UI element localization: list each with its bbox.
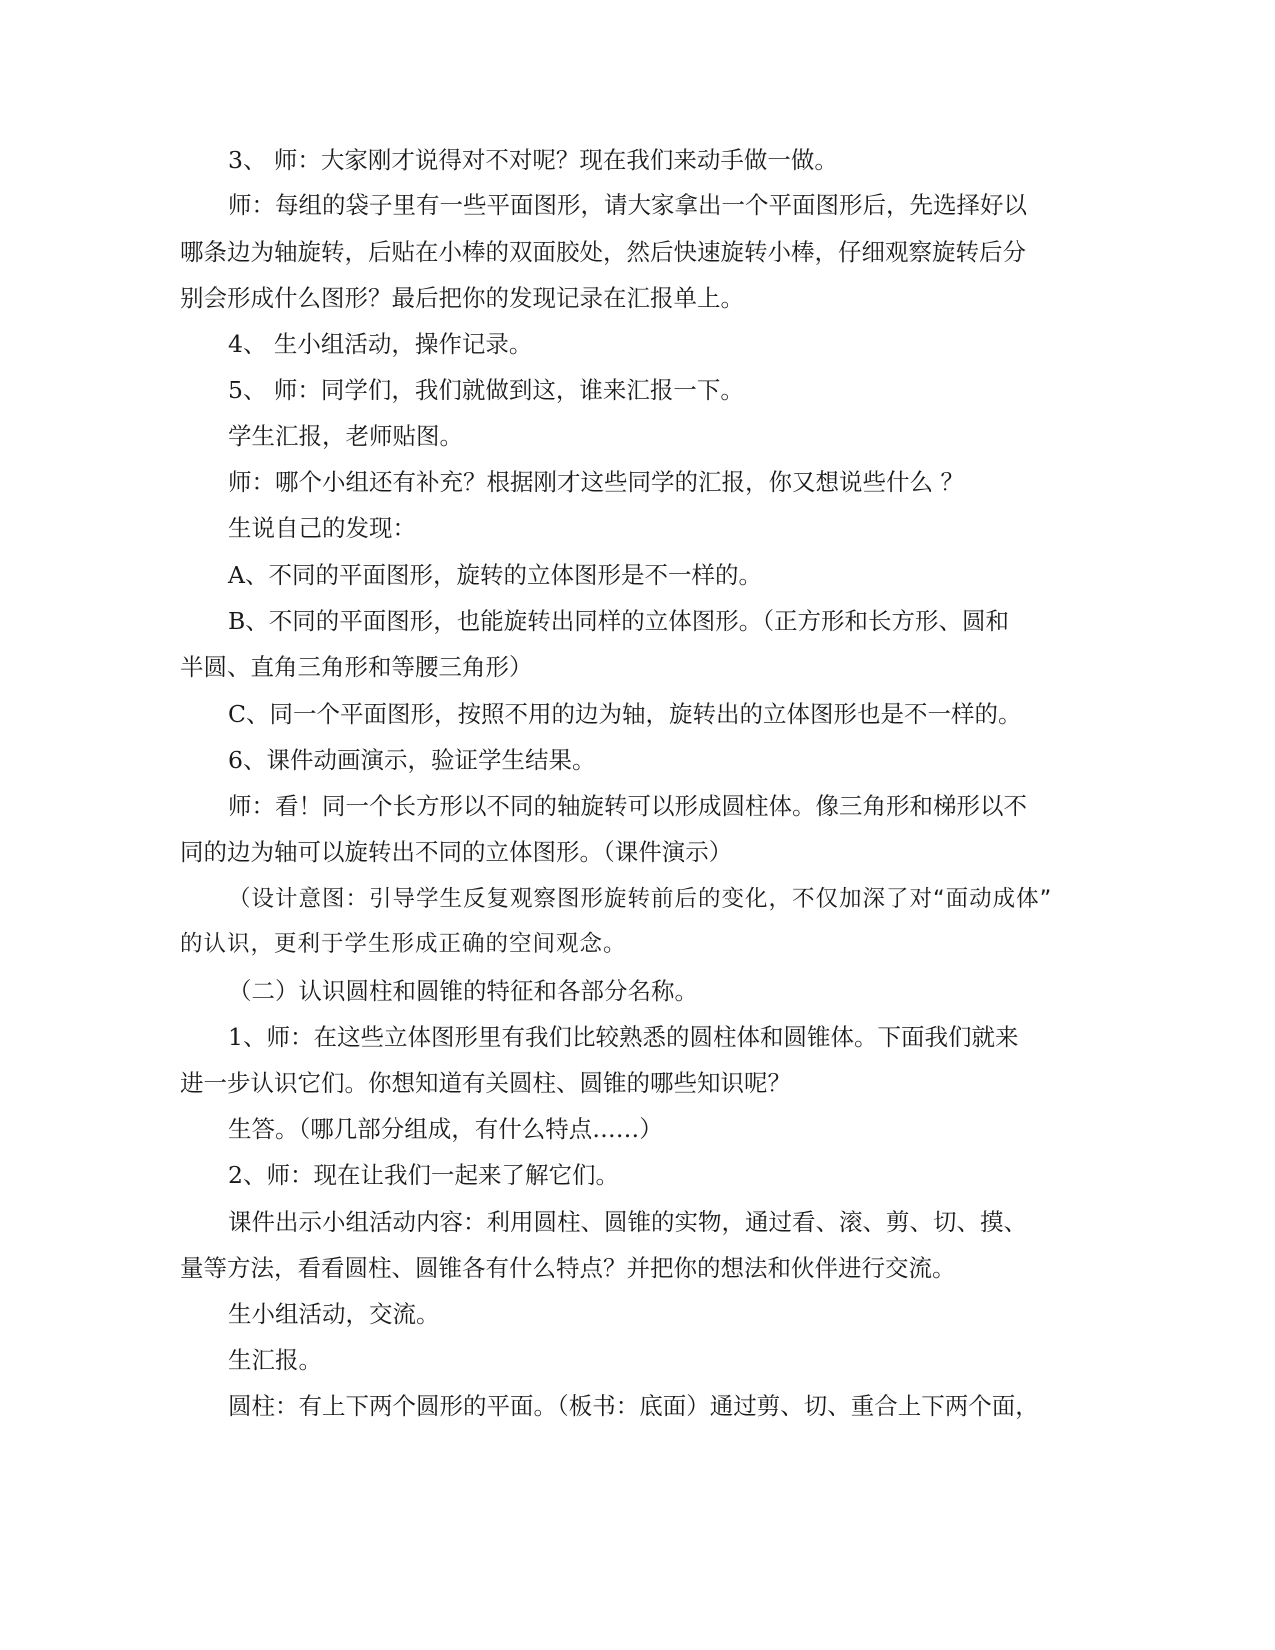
line-10: A、不同的平面图形，旋转的立体图形是不一样的。 [228, 561, 762, 589]
line-28: 圆柱：有上下两个圆形的平面。（板书：底面）通过剪、切、重合上下两个面， [228, 1392, 1039, 1420]
line-23: 2、师：现在让我们一起来了解它们。 [228, 1161, 619, 1189]
line-4: 别会形成什么图形？最后把你的发现记录在汇报单上。 [180, 284, 744, 312]
line-7: 学生汇报，老师贴图。 [228, 422, 463, 450]
line-26: 生小组活动，交流。 [228, 1300, 440, 1328]
design-intent-line-1: （设计意图：引导学生反复观察图形旋转前后的变化，不仅加深了对“面动成体” [228, 886, 1053, 912]
line-6: 5、 师：同学们，我们就做到这，谁来汇报一下。 [228, 376, 744, 404]
line-9: 生说自己的发现： [228, 514, 416, 542]
line-25: 量等方法，看看圆柱、圆锥各有什么特点？并把你的想法和伙伴进行交流。 [180, 1254, 956, 1282]
line-3: 哪条边为轴旋转，后贴在小棒的双面胶处，然后快速旋转小棒，仔细观察旋转后分 [180, 238, 1026, 266]
line-15: 师：看！同一个长方形以不同的轴旋转可以形成圆柱体。像三角形和梯形以不 [228, 792, 1027, 820]
line-12: 半圆、直角三角形和等腰三角形） [180, 653, 533, 681]
line-5: 4、 生小组活动，操作记录。 [228, 330, 533, 358]
line-8: 师：哪个小组还有补充？根据刚才这些同学的汇报，你又想说些什么 ？ [228, 468, 964, 496]
design-intent-line-2: 的认识，更利于学生形成正确的空间观念。 [180, 931, 627, 957]
line-2: 师：每组的袋子里有一些平面图形，请大家拿出一个平面图形后，先选择好以 [228, 191, 1027, 219]
line-24: 课件出示小组活动内容：利用圆柱、圆锥的实物，通过看、滚、剪、切、摸、 [228, 1208, 1027, 1236]
section-heading: （二）认识圆柱和圆锥的特征和各部分名称。 [228, 977, 698, 1005]
line-22: 生答。（哪几部分组成，有什么特点……） [228, 1115, 663, 1143]
line-20: 1、师：在这些立体图形里有我们比较熟悉的圆柱体和圆锥体。下面我们就来 [228, 1023, 1019, 1051]
line-16: 同的边为轴可以旋转出不同的立体图形。（课件演示） [180, 838, 733, 866]
line-27: 生汇报。 [228, 1346, 322, 1374]
line-21: 进一步认识它们。你想知道有关圆柱、圆锥的哪些知识呢？ [180, 1069, 791, 1097]
line-14: 6、课件动画演示，验证学生结果。 [228, 746, 596, 774]
line-1: 3、 师：大家刚才说得对不对呢？现在我们来动手做一做。 [228, 146, 838, 174]
line-13: C、同一个平面图形，按照不用的边为轴，旋转出的立体图形也是不一样的。 [228, 700, 1022, 728]
line-11: B、不同的平面图形，也能旋转出同样的立体图形。（正方形和长方形、圆和 [228, 607, 1010, 635]
